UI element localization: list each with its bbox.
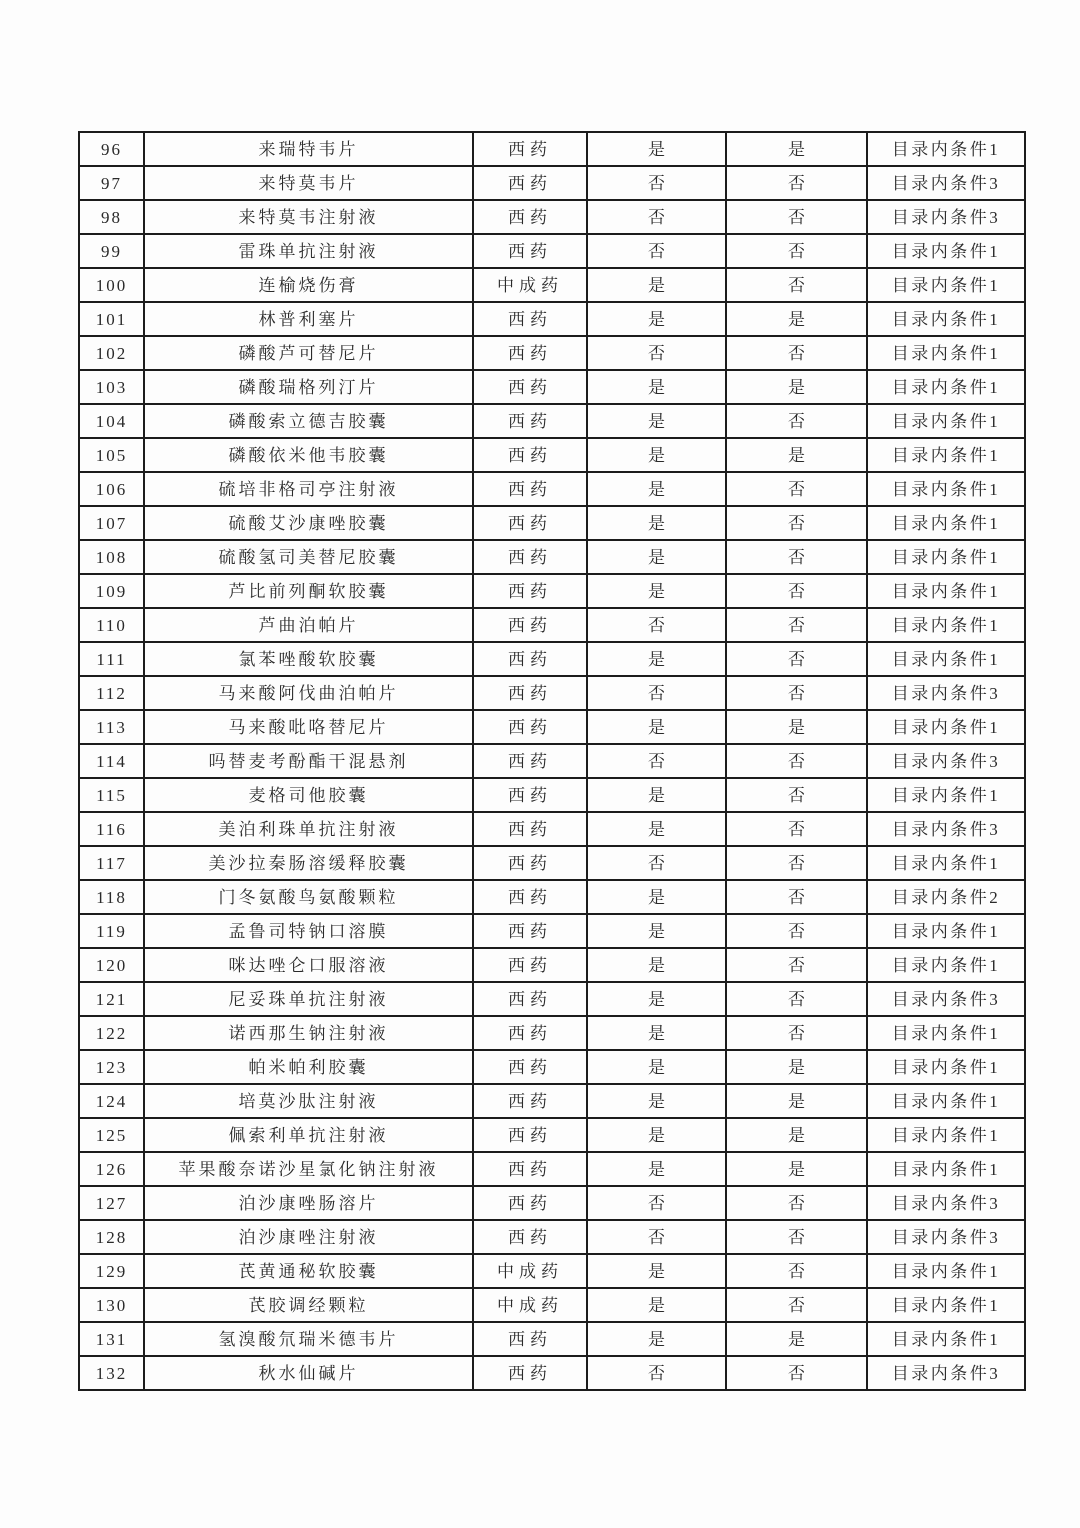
table-row: [79, 642, 1025, 676]
yes-no-cell-2: 是: [726, 438, 867, 472]
serial-number-cell: 103: [79, 370, 144, 404]
drug-type-cell: 西药: [473, 404, 587, 438]
drug-name-cell: 美泊利珠单抗注射液: [144, 812, 473, 846]
serial-number-cell: 124: [79, 1084, 144, 1118]
serial-number-cell: 107: [79, 506, 144, 540]
table-row: [79, 1322, 1025, 1356]
serial-number-cell: 123: [79, 1050, 144, 1084]
catalog-condition-cell: 目录内条件1: [867, 1084, 1025, 1118]
drug-name-cell: 雷珠单抗注射液: [144, 234, 473, 268]
drug-type-cell: 西药: [473, 744, 587, 778]
drug-name-cell: 芦比前列酮软胶囊: [144, 574, 473, 608]
yes-no-cell-2: 否: [726, 166, 867, 200]
table-row: [79, 234, 1025, 268]
yes-no-cell-1: 是: [587, 982, 726, 1016]
serial-number-cell: 105: [79, 438, 144, 472]
catalog-condition-cell: 目录内条件1: [867, 642, 1025, 676]
yes-no-cell-1: 是: [587, 268, 726, 302]
catalog-condition-cell: 目录内条件1: [867, 710, 1025, 744]
table-row: [79, 1220, 1025, 1254]
catalog-condition-cell: 目录内条件3: [867, 1220, 1025, 1254]
catalog-condition-cell: 目录内条件1: [867, 268, 1025, 302]
yes-no-cell-1: 否: [587, 200, 726, 234]
serial-number-cell: 116: [79, 812, 144, 846]
table-row: [79, 1084, 1025, 1118]
yes-no-cell-1: 是: [587, 574, 726, 608]
yes-no-cell-1: 是: [587, 1084, 726, 1118]
serial-number-cell: 125: [79, 1118, 144, 1152]
drug-name-cell: 尼妥珠单抗注射液: [144, 982, 473, 1016]
yes-no-cell-1: 否: [587, 846, 726, 880]
table-row: [79, 982, 1025, 1016]
drug-name-cell: 芪胶调经颗粒: [144, 1288, 473, 1322]
catalog-condition-cell: 目录内条件1: [867, 404, 1025, 438]
drug-name-cell: 来特莫韦片: [144, 166, 473, 200]
yes-no-cell-1: 是: [587, 506, 726, 540]
yes-no-cell-1: 否: [587, 234, 726, 268]
serial-number-cell: 132: [79, 1356, 144, 1390]
yes-no-cell-1: 是: [587, 438, 726, 472]
drug-name-cell: 来特莫韦注射液: [144, 200, 473, 234]
drug-name-cell: 秋水仙碱片: [144, 1356, 473, 1390]
table-row: [79, 1118, 1025, 1152]
catalog-condition-cell: 目录内条件1: [867, 1152, 1025, 1186]
table-row: [79, 948, 1025, 982]
yes-no-cell-1: 是: [587, 1016, 726, 1050]
table-row: [79, 710, 1025, 744]
drug-name-cell: 泊沙康唑注射液: [144, 1220, 473, 1254]
serial-number-cell: 98: [79, 200, 144, 234]
catalog-condition-cell: 目录内条件1: [867, 370, 1025, 404]
serial-number-cell: 109: [79, 574, 144, 608]
drug-name-cell: 林普利塞片: [144, 302, 473, 336]
yes-no-cell-2: 否: [726, 744, 867, 778]
table-row: [79, 1356, 1025, 1390]
yes-no-cell-2: 否: [726, 812, 867, 846]
table-row: [79, 506, 1025, 540]
drug-name-cell: 美沙拉秦肠溶缓释胶囊: [144, 846, 473, 880]
drug-type-cell: 西药: [473, 1152, 587, 1186]
drug-type-cell: 西药: [473, 1220, 587, 1254]
yes-no-cell-1: 否: [587, 1356, 726, 1390]
drug-type-cell: 西药: [473, 1356, 587, 1390]
yes-no-cell-2: 否: [726, 880, 867, 914]
drug-name-cell: 苹果酸奈诺沙星氯化钠注射液: [144, 1152, 473, 1186]
catalog-condition-cell: 目录内条件1: [867, 948, 1025, 982]
table-row: [79, 302, 1025, 336]
drug-name-cell: 马来酸吡咯替尼片: [144, 710, 473, 744]
serial-number-cell: 121: [79, 982, 144, 1016]
drug-type-cell: 西药: [473, 914, 587, 948]
yes-no-cell-1: 是: [587, 132, 726, 166]
drug-type-cell: 西药: [473, 710, 587, 744]
yes-no-cell-1: 是: [587, 302, 726, 336]
table-row: [79, 778, 1025, 812]
drug-type-cell: 西药: [473, 676, 587, 710]
drug-type-cell: 西药: [473, 132, 587, 166]
catalog-condition-cell: 目录内条件1: [867, 574, 1025, 608]
yes-no-cell-1: 否: [587, 336, 726, 370]
catalog-condition-cell: 目录内条件1: [867, 472, 1025, 506]
catalog-condition-cell: 目录内条件1: [867, 132, 1025, 166]
yes-no-cell-1: 是: [587, 1322, 726, 1356]
drug-type-cell: 西药: [473, 438, 587, 472]
serial-number-cell: 102: [79, 336, 144, 370]
drug-type-cell: 西药: [473, 1186, 587, 1220]
table-row: [79, 846, 1025, 880]
yes-no-cell-1: 否: [587, 1186, 726, 1220]
yes-no-cell-2: 是: [726, 1050, 867, 1084]
yes-no-cell-2: 否: [726, 1356, 867, 1390]
yes-no-cell-1: 是: [587, 948, 726, 982]
catalog-condition-cell: 目录内条件1: [867, 1016, 1025, 1050]
drug-name-cell: 孟鲁司特钠口溶膜: [144, 914, 473, 948]
serial-number-cell: 129: [79, 1254, 144, 1288]
drug-type-cell: 西药: [473, 302, 587, 336]
drug-name-cell: 培莫沙肽注射液: [144, 1084, 473, 1118]
drug-name-cell: 咪达唑仑口服溶液: [144, 948, 473, 982]
drug-type-cell: 西药: [473, 200, 587, 234]
drug-type-cell: 西药: [473, 472, 587, 506]
catalog-condition-cell: 目录内条件3: [867, 200, 1025, 234]
drug-type-cell: 西药: [473, 1118, 587, 1152]
drug-name-cell: 泊沙康唑肠溶片: [144, 1186, 473, 1220]
drug-name-cell: 氢溴酸氘瑞米德韦片: [144, 1322, 473, 1356]
drug-table-container: [78, 131, 1026, 1391]
catalog-condition-cell: 目录内条件1: [867, 914, 1025, 948]
table-row: [79, 1186, 1025, 1220]
drug-type-cell: 西药: [473, 540, 587, 574]
drug-type-cell: 西药: [473, 1322, 587, 1356]
yes-no-cell-1: 是: [587, 1152, 726, 1186]
drug-type-cell: 西药: [473, 982, 587, 1016]
yes-no-cell-1: 否: [587, 608, 726, 642]
drug-type-cell: 西药: [473, 166, 587, 200]
yes-no-cell-2: 否: [726, 608, 867, 642]
yes-no-cell-2: 否: [726, 948, 867, 982]
drug-type-cell: 中成药: [473, 268, 587, 302]
catalog-condition-cell: 目录内条件1: [867, 1288, 1025, 1322]
yes-no-cell-1: 是: [587, 880, 726, 914]
serial-number-cell: 114: [79, 744, 144, 778]
drug-type-cell: 中成药: [473, 1288, 587, 1322]
serial-number-cell: 101: [79, 302, 144, 336]
serial-number-cell: 128: [79, 1220, 144, 1254]
yes-no-cell-2: 是: [726, 710, 867, 744]
yes-no-cell-1: 是: [587, 642, 726, 676]
catalog-condition-cell: 目录内条件1: [867, 438, 1025, 472]
yes-no-cell-2: 否: [726, 1220, 867, 1254]
serial-number-cell: 115: [79, 778, 144, 812]
drug-name-cell: 磷酸芦可替尼片: [144, 336, 473, 370]
yes-no-cell-2: 否: [726, 540, 867, 574]
drug-type-cell: 西药: [473, 1016, 587, 1050]
drug-name-cell: 门冬氨酸鸟氨酸颗粒: [144, 880, 473, 914]
table-row: [79, 336, 1025, 370]
table-row: [79, 370, 1025, 404]
yes-no-cell-1: 是: [587, 914, 726, 948]
drug-list-table: [78, 131, 1026, 1391]
serial-number-cell: 99: [79, 234, 144, 268]
serial-number-cell: 122: [79, 1016, 144, 1050]
yes-no-cell-1: 是: [587, 1288, 726, 1322]
catalog-condition-cell: 目录内条件3: [867, 1186, 1025, 1220]
yes-no-cell-2: 否: [726, 642, 867, 676]
yes-no-cell-2: 否: [726, 846, 867, 880]
catalog-condition-cell: 目录内条件1: [867, 1050, 1025, 1084]
catalog-condition-cell: 目录内条件1: [867, 778, 1025, 812]
drug-type-cell: 西药: [473, 1050, 587, 1084]
serial-number-cell: 130: [79, 1288, 144, 1322]
serial-number-cell: 108: [79, 540, 144, 574]
drug-name-cell: 麦格司他胶囊: [144, 778, 473, 812]
drug-name-cell: 氯苯唑酸软胶囊: [144, 642, 473, 676]
serial-number-cell: 117: [79, 846, 144, 880]
serial-number-cell: 96: [79, 132, 144, 166]
yes-no-cell-1: 是: [587, 778, 726, 812]
drug-type-cell: 西药: [473, 608, 587, 642]
serial-number-cell: 120: [79, 948, 144, 982]
drug-type-cell: 西药: [473, 336, 587, 370]
yes-no-cell-2: 是: [726, 302, 867, 336]
yes-no-cell-2: 是: [726, 1322, 867, 1356]
catalog-condition-cell: 目录内条件3: [867, 744, 1025, 778]
drug-type-cell: 西药: [473, 574, 587, 608]
drug-type-cell: 中成药: [473, 1254, 587, 1288]
yes-no-cell-2: 否: [726, 1186, 867, 1220]
drug-type-cell: 西药: [473, 948, 587, 982]
table-row: [79, 812, 1025, 846]
table-row: [79, 608, 1025, 642]
drug-name-cell: 诺西那生钠注射液: [144, 1016, 473, 1050]
drug-name-cell: 连榆烧伤膏: [144, 268, 473, 302]
yes-no-cell-2: 否: [726, 404, 867, 438]
yes-no-cell-1: 是: [587, 710, 726, 744]
table-row: [79, 1254, 1025, 1288]
yes-no-cell-2: 否: [726, 914, 867, 948]
catalog-condition-cell: 目录内条件1: [867, 302, 1025, 336]
table-row: [79, 472, 1025, 506]
yes-no-cell-2: 否: [726, 268, 867, 302]
yes-no-cell-2: 否: [726, 506, 867, 540]
drug-type-cell: 西药: [473, 642, 587, 676]
yes-no-cell-1: 是: [587, 540, 726, 574]
drug-type-cell: 西药: [473, 234, 587, 268]
yes-no-cell-2: 是: [726, 132, 867, 166]
drug-name-cell: 硫酸氢司美替尼胶囊: [144, 540, 473, 574]
yes-no-cell-2: 是: [726, 370, 867, 404]
table-row: [79, 914, 1025, 948]
catalog-condition-cell: 目录内条件2: [867, 880, 1025, 914]
drug-type-cell: 西药: [473, 846, 587, 880]
serial-number-cell: 127: [79, 1186, 144, 1220]
table-row: [79, 744, 1025, 778]
catalog-condition-cell: 目录内条件1: [867, 608, 1025, 642]
serial-number-cell: 104: [79, 404, 144, 438]
table-row: [79, 200, 1025, 234]
yes-no-cell-1: 是: [587, 472, 726, 506]
drug-name-cell: 芦曲泊帕片: [144, 608, 473, 642]
drug-name-cell: 佩索利单抗注射液: [144, 1118, 473, 1152]
drug-table-body: [79, 132, 1025, 1390]
serial-number-cell: 100: [79, 268, 144, 302]
serial-number-cell: 111: [79, 642, 144, 676]
table-row: [79, 540, 1025, 574]
catalog-condition-cell: 目录内条件1: [867, 336, 1025, 370]
catalog-condition-cell: 目录内条件1: [867, 846, 1025, 880]
drug-type-cell: 西药: [473, 370, 587, 404]
table-row: [79, 132, 1025, 166]
table-row: [79, 268, 1025, 302]
yes-no-cell-2: 否: [726, 676, 867, 710]
drug-name-cell: 来瑞特韦片: [144, 132, 473, 166]
catalog-condition-cell: 目录内条件1: [867, 234, 1025, 268]
yes-no-cell-1: 是: [587, 1118, 726, 1152]
yes-no-cell-2: 是: [726, 1118, 867, 1152]
yes-no-cell-1: 否: [587, 676, 726, 710]
serial-number-cell: 97: [79, 166, 144, 200]
table-row: [79, 574, 1025, 608]
drug-name-cell: 芪黄通秘软胶囊: [144, 1254, 473, 1288]
drug-name-cell: 吗替麦考酚酯干混悬剂: [144, 744, 473, 778]
serial-number-cell: 106: [79, 472, 144, 506]
drug-type-cell: 西药: [473, 880, 587, 914]
catalog-condition-cell: 目录内条件3: [867, 982, 1025, 1016]
yes-no-cell-1: 否: [587, 1220, 726, 1254]
serial-number-cell: 131: [79, 1322, 144, 1356]
drug-type-cell: 西药: [473, 506, 587, 540]
catalog-condition-cell: 目录内条件1: [867, 506, 1025, 540]
serial-number-cell: 119: [79, 914, 144, 948]
yes-no-cell-1: 是: [587, 404, 726, 438]
yes-no-cell-2: 是: [726, 1084, 867, 1118]
yes-no-cell-1: 否: [587, 744, 726, 778]
serial-number-cell: 113: [79, 710, 144, 744]
serial-number-cell: 112: [79, 676, 144, 710]
table-row: [79, 1152, 1025, 1186]
catalog-condition-cell: 目录内条件3: [867, 166, 1025, 200]
table-row: [79, 404, 1025, 438]
yes-no-cell-1: 是: [587, 370, 726, 404]
drug-name-cell: 马来酸阿伐曲泊帕片: [144, 676, 473, 710]
table-row: [79, 880, 1025, 914]
table-row: [79, 676, 1025, 710]
catalog-condition-cell: 目录内条件1: [867, 540, 1025, 574]
drug-name-cell: 磷酸瑞格列汀片: [144, 370, 473, 404]
catalog-condition-cell: 目录内条件3: [867, 1356, 1025, 1390]
yes-no-cell-1: 是: [587, 1254, 726, 1288]
drug-name-cell: 硫培非格司亭注射液: [144, 472, 473, 506]
serial-number-cell: 126: [79, 1152, 144, 1186]
drug-name-cell: 帕米帕利胶囊: [144, 1050, 473, 1084]
catalog-condition-cell: 目录内条件3: [867, 812, 1025, 846]
catalog-condition-cell: 目录内条件1: [867, 1254, 1025, 1288]
yes-no-cell-1: 是: [587, 1050, 726, 1084]
yes-no-cell-2: 是: [726, 1152, 867, 1186]
serial-number-cell: 118: [79, 880, 144, 914]
yes-no-cell-2: 否: [726, 472, 867, 506]
yes-no-cell-2: 否: [726, 982, 867, 1016]
yes-no-cell-2: 否: [726, 234, 867, 268]
table-row: [79, 1288, 1025, 1322]
drug-name-cell: 硫酸艾沙康唑胶囊: [144, 506, 473, 540]
drug-type-cell: 西药: [473, 1084, 587, 1118]
yes-no-cell-1: 是: [587, 812, 726, 846]
catalog-condition-cell: 目录内条件3: [867, 676, 1025, 710]
yes-no-cell-2: 否: [726, 200, 867, 234]
serial-number-cell: 110: [79, 608, 144, 642]
table-row: [79, 1016, 1025, 1050]
yes-no-cell-2: 否: [726, 778, 867, 812]
yes-no-cell-2: 否: [726, 574, 867, 608]
yes-no-cell-2: 否: [726, 336, 867, 370]
drug-name-cell: 磷酸索立德吉胶囊: [144, 404, 473, 438]
drug-name-cell: 磷酸依米他韦胶囊: [144, 438, 473, 472]
yes-no-cell-2: 否: [726, 1288, 867, 1322]
yes-no-cell-1: 否: [587, 166, 726, 200]
catalog-condition-cell: 目录内条件1: [867, 1322, 1025, 1356]
table-row: [79, 1050, 1025, 1084]
table-row: [79, 166, 1025, 200]
yes-no-cell-2: 否: [726, 1254, 867, 1288]
table-row: [79, 438, 1025, 472]
catalog-condition-cell: 目录内条件1: [867, 1118, 1025, 1152]
yes-no-cell-2: 否: [726, 1016, 867, 1050]
drug-type-cell: 西药: [473, 812, 587, 846]
drug-type-cell: 西药: [473, 778, 587, 812]
